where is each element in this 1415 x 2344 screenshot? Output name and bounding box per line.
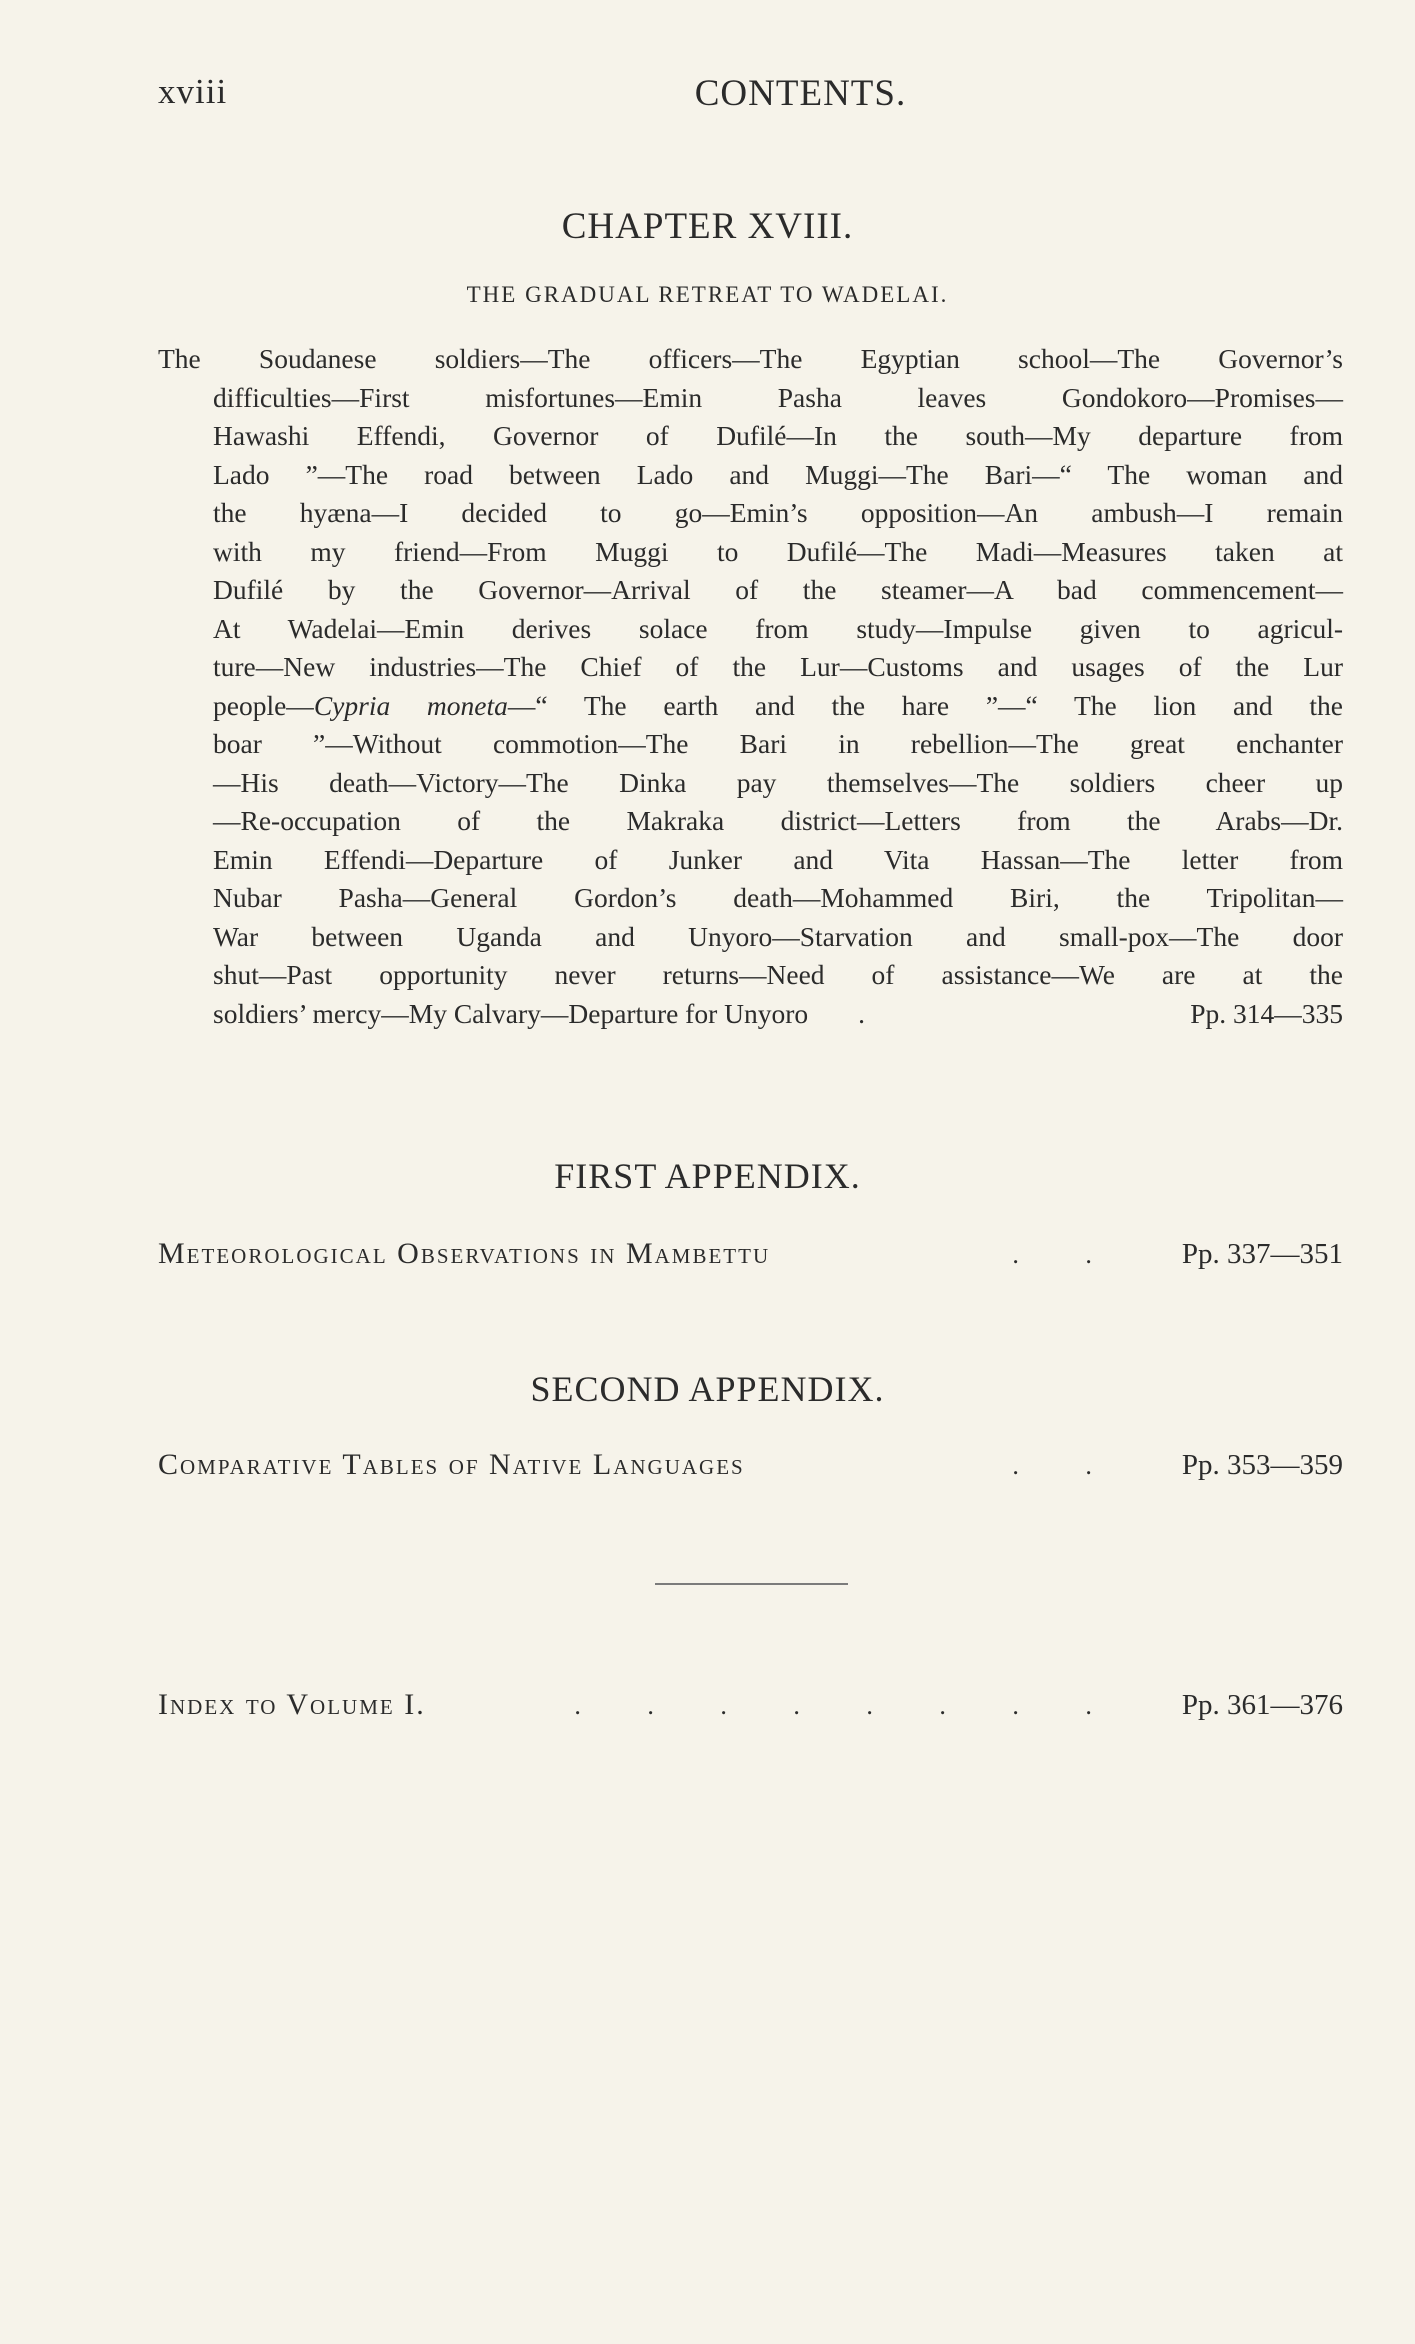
chapter-title: CHAPTER XVIII.: [561, 206, 854, 247]
toc-pages: Pp. 337—351: [1181, 1238, 1343, 1270]
summary-line: Emin Effendi—Departure of Junker and Vita Hassan—The letter from: [213, 843, 1343, 875]
summary-line: —Re-occupation of the Makraka district—Letters from the Arabs—Dr.: [213, 805, 1343, 836]
toc-entry-title: Index to Volume I.: [158, 1688, 426, 1721]
second-appendix-entry: [158, 1448, 1343, 1488]
summary-line: boar ”—Without commotion—The Bari in rebellion—The great enchanter: [213, 728, 1343, 759]
summary-text: people—: [213, 689, 314, 721]
toc-entry-title: Comparative Tables of Native Languages: [158, 1448, 745, 1481]
summary-leader: .: [858, 997, 866, 1029]
summary-italic-term: Cypria moneta: [313, 689, 508, 721]
section-divider: [655, 1583, 848, 1585]
summary-line: Hawashi Effendi, Governor of Dufilé—In the south—My departure from: [213, 420, 1343, 451]
summary-line: War between Uganda and Unyoro—Starvation and small-pox—The door: [213, 920, 1343, 952]
summary-line: ture—New industries—The Chief of the Lur—Customs and usages of the Lur: [213, 651, 1343, 682]
summary-line-people: [158, 687, 1343, 726]
second-appendix-heading: SECOND APPENDIX.: [530, 1369, 885, 1409]
first-appendix-entry: [158, 1237, 1343, 1277]
summary-text: soldiers’ mercy—My Calvary—Departure for Unyoro: [213, 997, 809, 1029]
chapter-subtitle: THE GRADUAL RETREAT TO WADELAI.: [466, 282, 949, 307]
summary-line: The Soudanese soldiers—The officers—The Egyptian school—The Governor’s: [158, 343, 1343, 374]
summary-line: Lado ”—The road between Lado and Muggi—The Bari—“ The woman and: [213, 458, 1343, 490]
summary-line: At Wadelai—Emin derives solace from study—Impulse given to agricul-: [213, 612, 1343, 644]
toc-pages: Pp. 353—359: [1181, 1449, 1343, 1481]
toc-leader: . .: [1012, 1240, 1122, 1269]
summary-last-line: [158, 995, 1343, 1034]
summary-line: Nubar Pasha—General Gordon’s death—Mohammed Biri, the Tripolitan—: [213, 882, 1343, 913]
running-head: CONTENTS.: [694, 73, 907, 114]
toc-leader: . .: [1012, 1451, 1122, 1480]
page-folio: xviii: [158, 72, 228, 111]
summary-line: —His death—Victory—The Dinka pay themselves—The soldiers cheer up: [213, 766, 1343, 798]
page-header: [158, 72, 1343, 132]
toc-entry-title: Meteorological Observations in Mambettu: [158, 1237, 771, 1270]
summary-line: Dufilé by the Governor—Arrival of the steamer—A bad commencement—: [213, 574, 1343, 605]
first-appendix-heading: FIRST APPENDIX.: [554, 1156, 861, 1196]
summary-pages: Pp. 314—335: [1190, 997, 1343, 1029]
index-entry: [158, 1688, 1343, 1728]
chapter-summary: [158, 340, 1343, 1033]
summary-line: difficulties—First misfortunes—Emin Pasha leaves Gondokoro—Promises—: [213, 381, 1343, 413]
toc-leader: . . . . . . . .: [574, 1691, 1122, 1720]
summary-line: the hyæna—I decided to go—Emin’s opposition—An ambush—I remain: [213, 497, 1343, 528]
summary-line: shut—Past opportunity never returns—Need of assistance—We are at the: [213, 959, 1343, 990]
summary-text: —“ The earth and the hare ”—“ The lion and the: [507, 689, 1343, 721]
summary-line: with my friend—From Muggi to Dufilé—The Madi—Measures taken at: [213, 535, 1343, 567]
toc-pages: Pp. 361—376: [1181, 1689, 1343, 1721]
